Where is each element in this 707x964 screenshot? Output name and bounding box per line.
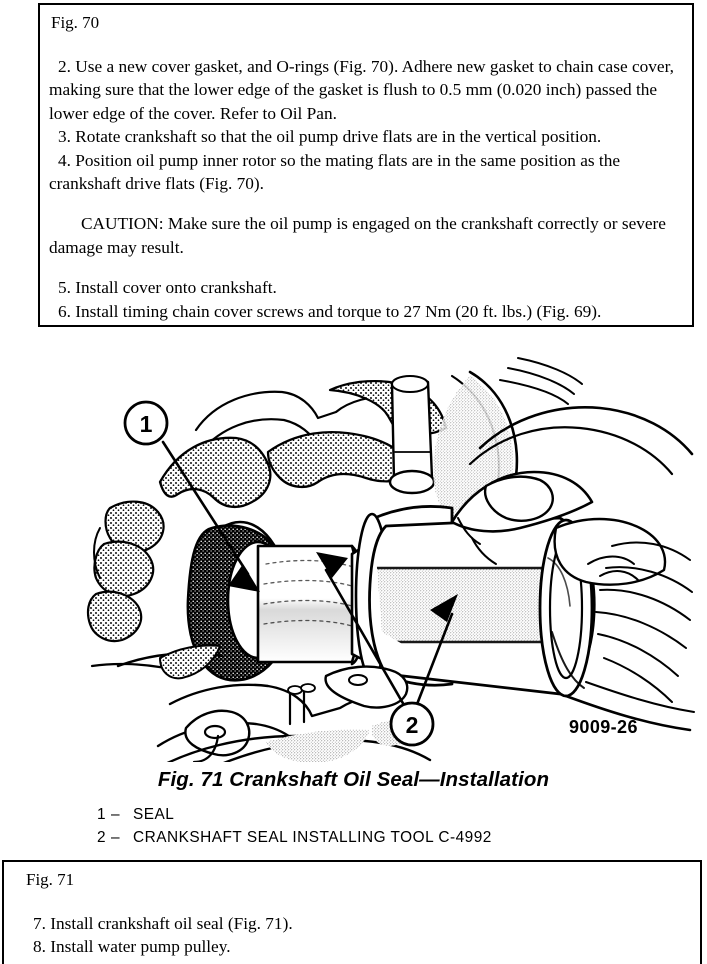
crankshaft-snout xyxy=(258,546,366,664)
figure-reference-top: Fig. 70 xyxy=(51,13,100,32)
procedure-step-5: 5. Install cover onto crankshaft. xyxy=(58,278,277,298)
procedure-step-8: 8. Install water pump pulley. xyxy=(33,937,231,957)
legend-label-1: SEAL xyxy=(133,806,175,823)
procedure-box-top xyxy=(38,3,694,327)
legend-number-1: 1 xyxy=(97,806,107,823)
procedure-step-7: 7. Install crankshaft oil seal (Fig. 71). xyxy=(33,914,293,933)
figure-illustration xyxy=(0,332,707,762)
callout-number-2: 2 xyxy=(405,712,419,738)
figure-caption: Fig. 71 Crankshaft Oil Seal—Installation xyxy=(157,768,550,791)
procedure-step-4: 4. Position oil pump inner rotor so the mating flats are in the same position as the crankshaft drive flats (Fig. 70). xyxy=(49,150,621,194)
procedure-step-2: 2. Use a new cover gasket, and O-rings (Fig. 70). Adhere new gasket to chain case cover, making sure that the lower edge of the gasket is flush to 0.5 mm (0.020 inch) passed the lower edge of the cover. Refer to Oil Pan. xyxy=(49,57,674,123)
procedure-step-6: 6. Install timing chain cover screws and torque to 27 Nm (20 ft. lbs.) (Fig. 69). xyxy=(58,301,602,321)
callout-number-1: 1 xyxy=(139,411,153,437)
legend-number-2: 2 xyxy=(97,829,107,846)
legend-item-2 xyxy=(97,826,492,849)
caution-note: CAUTION: Make sure the oil pump is engaged on the crankshaft correctly or severe damage may result. xyxy=(49,214,666,257)
legend-item-1 xyxy=(97,803,492,826)
figure-part-number: 9009-26 xyxy=(569,717,638,737)
procedure-box-bottom xyxy=(2,860,702,964)
legend-label-2: CRANKSHAFT SEAL INSTALLING TOOL C-4992 xyxy=(133,829,492,846)
crankshaft-oil-seal-drawing xyxy=(0,332,707,762)
figure-legend xyxy=(97,803,492,849)
procedure-step-3: 3. Rotate crankshaft so that the oil pump drive flats are in the vertical position. xyxy=(58,127,602,147)
legend-dash-1: – xyxy=(111,806,121,823)
figure-reference-bottom: Fig. 71 xyxy=(26,870,75,889)
legend-dash-2: – xyxy=(111,829,121,846)
